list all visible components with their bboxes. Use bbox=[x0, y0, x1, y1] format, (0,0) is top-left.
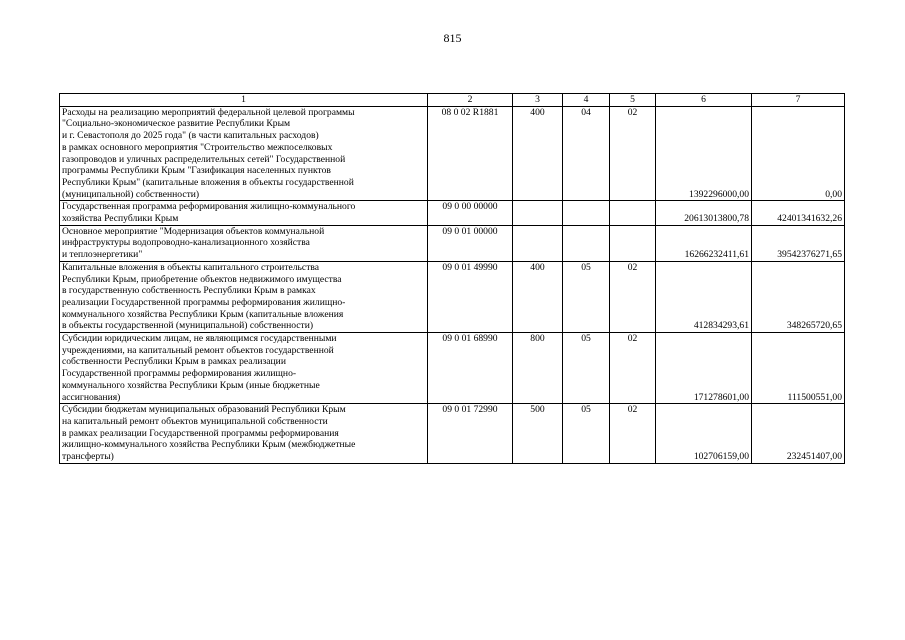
amount-column-6: 171278601,00 bbox=[656, 333, 752, 404]
column-header: 7 bbox=[752, 94, 845, 107]
target-article-code: 09 0 01 72990 bbox=[428, 404, 513, 464]
table-row bbox=[60, 225, 845, 261]
row-description: Капитальные вложения в объекты капитального строительства Республики Крым, приобретение объектов недвижимого имущества в государственную собственность Республики Крым в рамках реализации Государственной программы реформирования жилищно- коммунального хозяйства Республики Крым (капитальные вложения в объекты государственной (муниципальной) собственности) bbox=[60, 261, 428, 332]
expense-type-code: 400 bbox=[513, 261, 563, 332]
subsection-code: 02 bbox=[610, 333, 656, 404]
subsection-code: 02 bbox=[610, 106, 656, 201]
amount-column-6: 102706159,00 bbox=[656, 404, 752, 464]
amount-column-7: 42401341632,26 bbox=[752, 201, 845, 225]
amount-column-6: 16266232411,61 bbox=[656, 225, 752, 261]
amount-column-7: 39542376271,65 bbox=[752, 225, 845, 261]
table-header-row bbox=[60, 94, 845, 107]
table-row bbox=[60, 201, 845, 225]
section-code: 04 bbox=[563, 106, 610, 201]
table-row bbox=[60, 261, 845, 332]
section-code bbox=[563, 201, 610, 225]
row-description: Расходы на реализацию мероприятий федеральной целевой программы "Социально-экономическое развитие Республики Крым и г. Севастополя до 2025 года" (в части капитальных расходов) в рамках основного мероприятия "Строительство межпоселковых газопроводов и уличных распределительных сетей" Государственной программы Республики Крым "Газификация населенных пунктов Республики Крым" (капитальные вложения в объекты государственной (муниципальной) собственности) bbox=[60, 106, 428, 201]
amount-column-7: 111500551,00 bbox=[752, 333, 845, 404]
column-header: 2 bbox=[428, 94, 513, 107]
section-code: 05 bbox=[563, 333, 610, 404]
row-description: Государственная программа реформирования жилищно-коммунального хозяйства Республики Крым bbox=[60, 201, 428, 225]
column-header: 6 bbox=[656, 94, 752, 107]
amount-column-7: 348265720,65 bbox=[752, 261, 845, 332]
row-description: Субсидии юридическим лицам, не являющимся государственными учреждениями, на капитальный ремонт объектов государственной собственности Республики Крым в рамках реализации Государственной программы реформирования жилищно- коммунального хозяйства Республики Крым (иные бюджетные ассигнования) bbox=[60, 333, 428, 404]
target-article-code: 09 0 01 00000 bbox=[428, 225, 513, 261]
subsection-code: 02 bbox=[610, 404, 656, 464]
amount-column-7: 0,00 bbox=[752, 106, 845, 201]
target-article-code: 09 0 01 68990 bbox=[428, 333, 513, 404]
section-code bbox=[563, 225, 610, 261]
section-code: 05 bbox=[563, 261, 610, 332]
expense-type-code: 500 bbox=[513, 404, 563, 464]
target-article-code: 08 0 02 R1881 bbox=[428, 106, 513, 201]
row-description: Субсидии бюджетам муниципальных образований Республики Крым на капитальный ремонт объектов муниципальной собственности в рамках реализации Государственной программы реформирования жилищно-коммунального хозяйства Республики Крым (межбюджетные трансферты) bbox=[60, 404, 428, 464]
subsection-code bbox=[610, 201, 656, 225]
table-row bbox=[60, 404, 845, 464]
subsection-code bbox=[610, 225, 656, 261]
amount-column-6: 20613013800,78 bbox=[656, 201, 752, 225]
expense-type-code: 400 bbox=[513, 106, 563, 201]
amount-column-6: 412834293,61 bbox=[656, 261, 752, 332]
column-header: 3 bbox=[513, 94, 563, 107]
target-article-code: 09 0 00 00000 bbox=[428, 201, 513, 225]
column-header: 5 bbox=[610, 94, 656, 107]
row-description: Основное мероприятие "Модернизация объектов коммунальной инфраструктуры водопроводно-канализационного хозяйства и теплоэнергетики" bbox=[60, 225, 428, 261]
page-number: 815 bbox=[443, 31, 462, 45]
column-header: 1 bbox=[60, 94, 428, 107]
budget-table bbox=[59, 93, 845, 464]
table-row bbox=[60, 106, 845, 201]
subsection-code: 02 bbox=[610, 261, 656, 332]
expense-type-code: 800 bbox=[513, 333, 563, 404]
section-code: 05 bbox=[563, 404, 610, 464]
expense-type-code bbox=[513, 201, 563, 225]
expense-type-code bbox=[513, 225, 563, 261]
amount-column-6: 1392296000,00 bbox=[656, 106, 752, 201]
amount-column-7: 232451407,00 bbox=[752, 404, 845, 464]
table-row bbox=[60, 333, 845, 404]
target-article-code: 09 0 01 49990 bbox=[428, 261, 513, 332]
column-header: 4 bbox=[563, 94, 610, 107]
